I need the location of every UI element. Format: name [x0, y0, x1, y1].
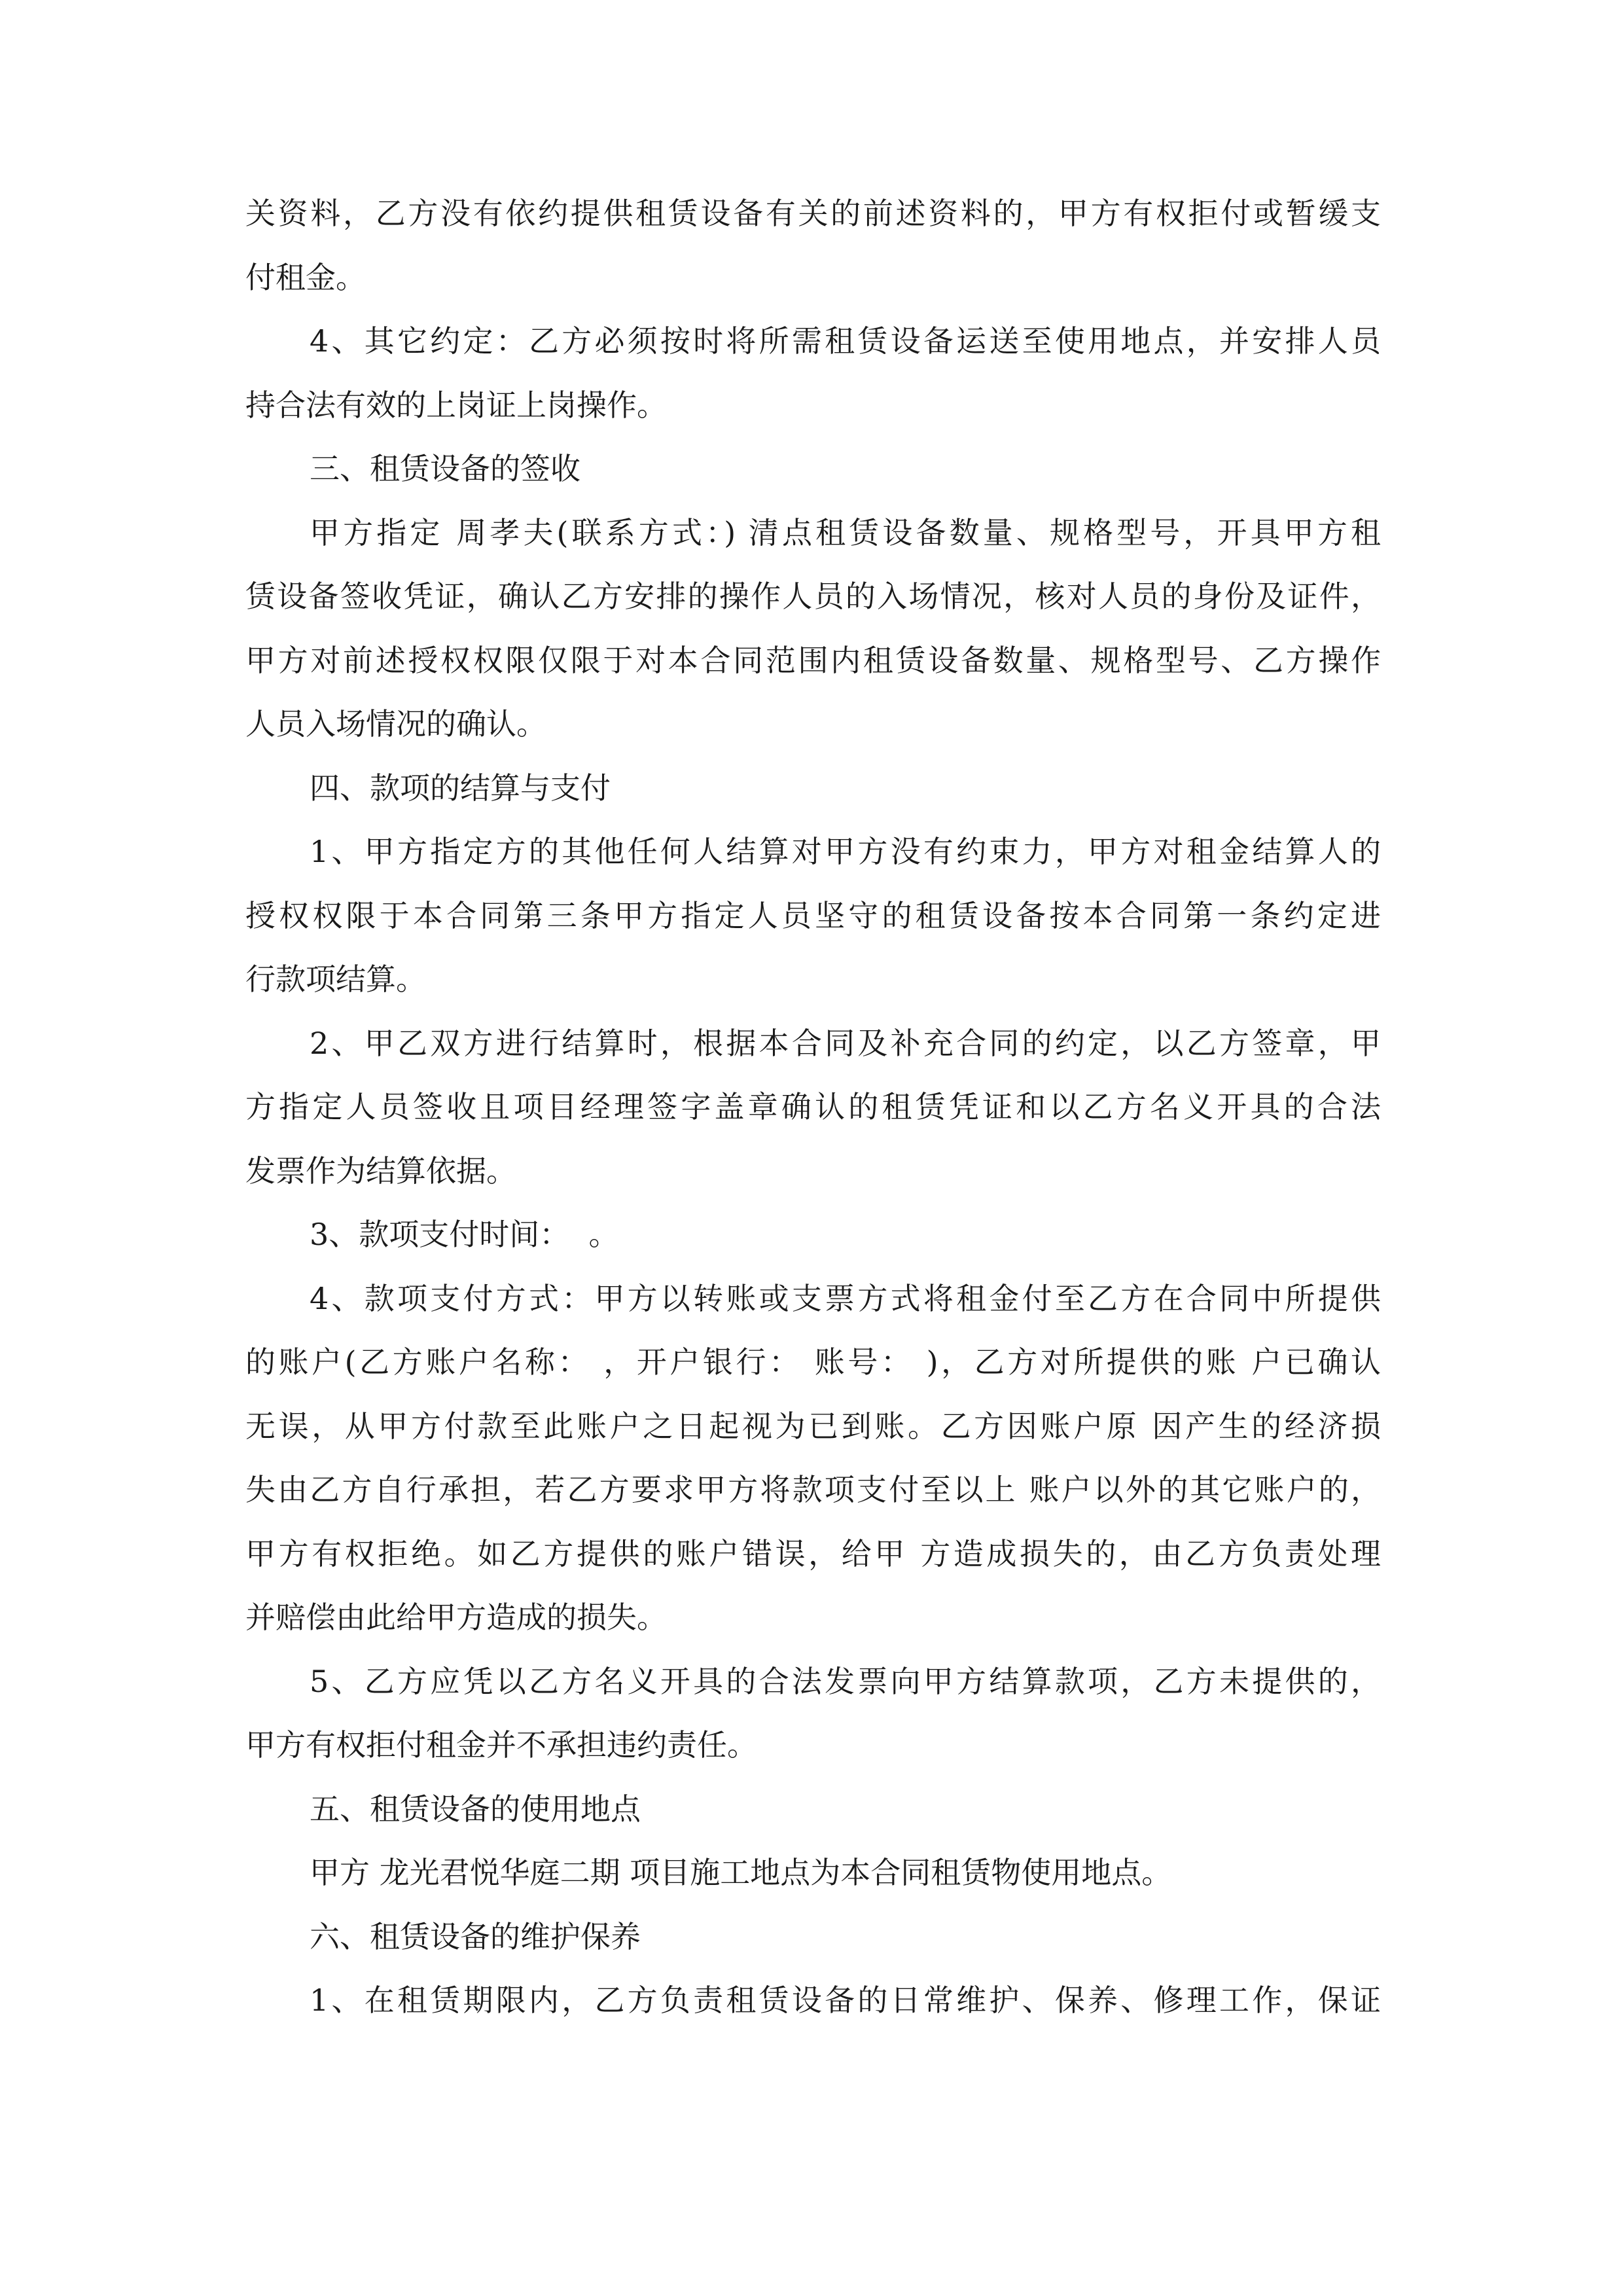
- text-line: 五、租赁设备的使用地点: [310, 1791, 641, 1827]
- text-line: 发票作为结算依据。: [245, 1153, 516, 1189]
- text-line: 四、款项的结算与支付: [310, 770, 611, 806]
- text-line: 人员入场情况的确认。: [245, 706, 546, 742]
- text-line: 甲方对前述授权权限仅限于对本合同范围内租赁设备数量、规格型号、乙方操作: [245, 642, 1381, 678]
- text-line: 并赔偿由此给甲方造成的损失。: [245, 1600, 667, 1635]
- text-line: 甲方 龙光君悦华庭二期 项目施工地点为本合同租赁物使用地点。: [310, 1855, 1172, 1890]
- text-line: 4、款项支付方式：甲方以转账或支票方式将租金付至乙方在合同中所提供: [310, 1280, 1381, 1316]
- text-line: 失由乙方自行承担，若乙方要求甲方将款项支付至以上 账户以外的其它账户的，: [245, 1472, 1381, 1507]
- text-line: 三、租赁设备的签收: [310, 451, 580, 486]
- text-line: 甲方有权拒付租金并不承担违约责任。: [245, 1727, 757, 1763]
- text-line: 持合法有效的上岗证上岗操作。: [245, 387, 667, 423]
- text-line: 5、乙方应凭以乙方名义开具的合法发票向甲方结算款项，乙方未提供的，: [310, 1663, 1381, 1699]
- text-line: 甲方有权拒绝。如乙方提供的账户错误，给甲 方造成损失的，由乙方负责处理: [245, 1535, 1381, 1571]
- text-line: 1、甲方指定方的其他任何人结算对甲方没有约束力，甲方对租金结算人的: [310, 834, 1381, 869]
- document-page: [245, 182, 1381, 2033]
- text-line: 赁设备签收凭证，确认乙方安排的操作人员的入场情况，核对人员的身份及证件，: [245, 579, 1381, 614]
- text-line: 4、其它约定：乙方必须按时将所需租赁设备运送至使用地点，并安排人员: [310, 323, 1381, 359]
- text-line: 3、款项支付时间： 。: [310, 1217, 619, 1252]
- text-line: 付租金。: [245, 259, 366, 295]
- text-line: 甲方指定 周孝夫(联系方式：) 清点租赁设备数量、规格型号，开具甲方租: [310, 514, 1381, 550]
- text-line: 的账户(乙方账户名称： ，开户银行： 账号： )，乙方对所提供的账 户已确认: [245, 1344, 1381, 1380]
- text-line: 关资料，乙方没有依约提供租赁设备有关的前述资料的，甲方有权拒付或暂缓支: [245, 196, 1381, 231]
- text-line: 2、甲乙双方进行结算时，根据本合同及补充合同的约定，以乙方签章，甲: [310, 1025, 1381, 1061]
- text-line: 1、在租赁期限内，乙方负责租赁设备的日常维护、保养、修理工作，保证: [310, 1982, 1381, 2018]
- text-line: 无误，从甲方付款至此账户之日起视为已到账。乙方因账户原 因产生的经济损: [245, 1408, 1381, 1444]
- text-line: 六、租赁设备的维护保养: [310, 1918, 641, 1954]
- text-line: 方指定人员签收且项目经理签字盖章确认的租赁凭证和以乙方名义开具的合法: [245, 1089, 1381, 1124]
- text-line: 行款项结算。: [245, 961, 426, 997]
- text-line: 授权权限于本合同第三条甲方指定人员坚守的租赁设备按本合同第一条约定进: [245, 897, 1381, 933]
